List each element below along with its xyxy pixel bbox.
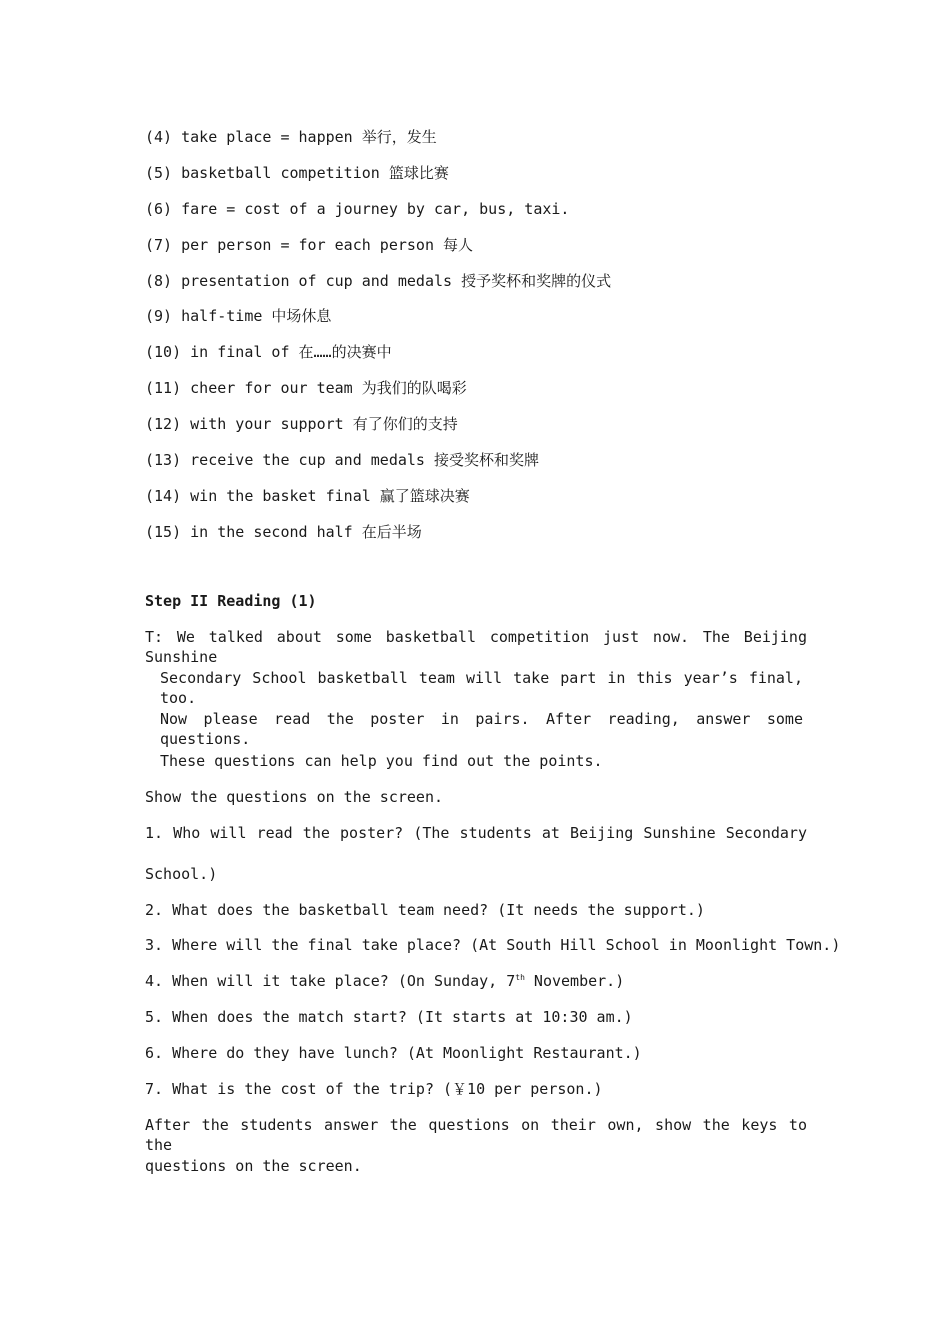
teacher-line: Now please read the poster in pairs. After reading, answer some questions. (160, 710, 803, 748)
question-item: 5. When does the match start? (It starts at 10:30 am.) (145, 1008, 633, 1026)
phrase-item: (10) in final of 在……的决赛中 (145, 343, 392, 361)
instruction-line: Show the questions on the screen. (145, 788, 444, 806)
question-item-continued: School.) (145, 865, 218, 883)
phrase-item: (13) receive the cup and medals 接受奖杯和奖牌 (145, 451, 539, 469)
teacher-line: These questions can help you find out the points. (160, 752, 603, 770)
phrase-item: (9) half-time 中场休息 (145, 307, 332, 325)
phrase-item: (11) cheer for our team 为我们的队喝彩 (145, 379, 467, 397)
phrase-item: (7) per person = for each person 每人 (145, 236, 474, 254)
question-item: 7. What is the cost of the trip? (￥10 per person.) (145, 1080, 603, 1098)
instruction-line: After the students answer the questions on their own, show the keys to the (145, 1116, 807, 1154)
phrase-item: (12) with your support 有了你们的支持 (145, 415, 458, 433)
question-item: 1. Who will read the poster? (The students at Beijing Sunshine Secondary (145, 824, 807, 842)
question-item: 2. What does the basketball team need? (It needs the support.) (145, 901, 705, 919)
phrase-item: (5) basketball competition 篮球比赛 (145, 164, 449, 182)
phrase-item: (14) win the basket final 赢了篮球决赛 (145, 487, 470, 505)
teacher-line: Secondary School basketball team will take part in this year’s final, too. (160, 669, 803, 707)
phrase-item: (15) in the second half 在后半场 (145, 523, 422, 541)
question-item (145, 971, 624, 991)
instruction-line: questions on the screen. (145, 1157, 362, 1175)
step-heading: Step II Reading (1) (145, 592, 317, 610)
question-item: 6. Where do they have lunch? (At Moonlight Restaurant.) (145, 1044, 642, 1062)
teacher-line: T: We talked about some basketball competition just now. The Beijing Sunshine (145, 628, 807, 666)
phrase-item: (4) take place = happen 举行，发生 (145, 128, 437, 146)
phrase-item: (6) fare = cost of a journey by car, bus, taxi. (145, 200, 570, 218)
question-text: November.) (524, 972, 625, 990)
ordinal-suffix: th (515, 973, 525, 982)
phrase-item: (8) presentation of cup and medals 授予奖杯和奖牌的仪式 (145, 272, 612, 290)
question-text: 4. When will it take place? (On Sunday, 7 (145, 972, 516, 990)
question-item: 3. Where will the final take place? (At South Hill School in Moonlight Town.) (145, 936, 841, 954)
